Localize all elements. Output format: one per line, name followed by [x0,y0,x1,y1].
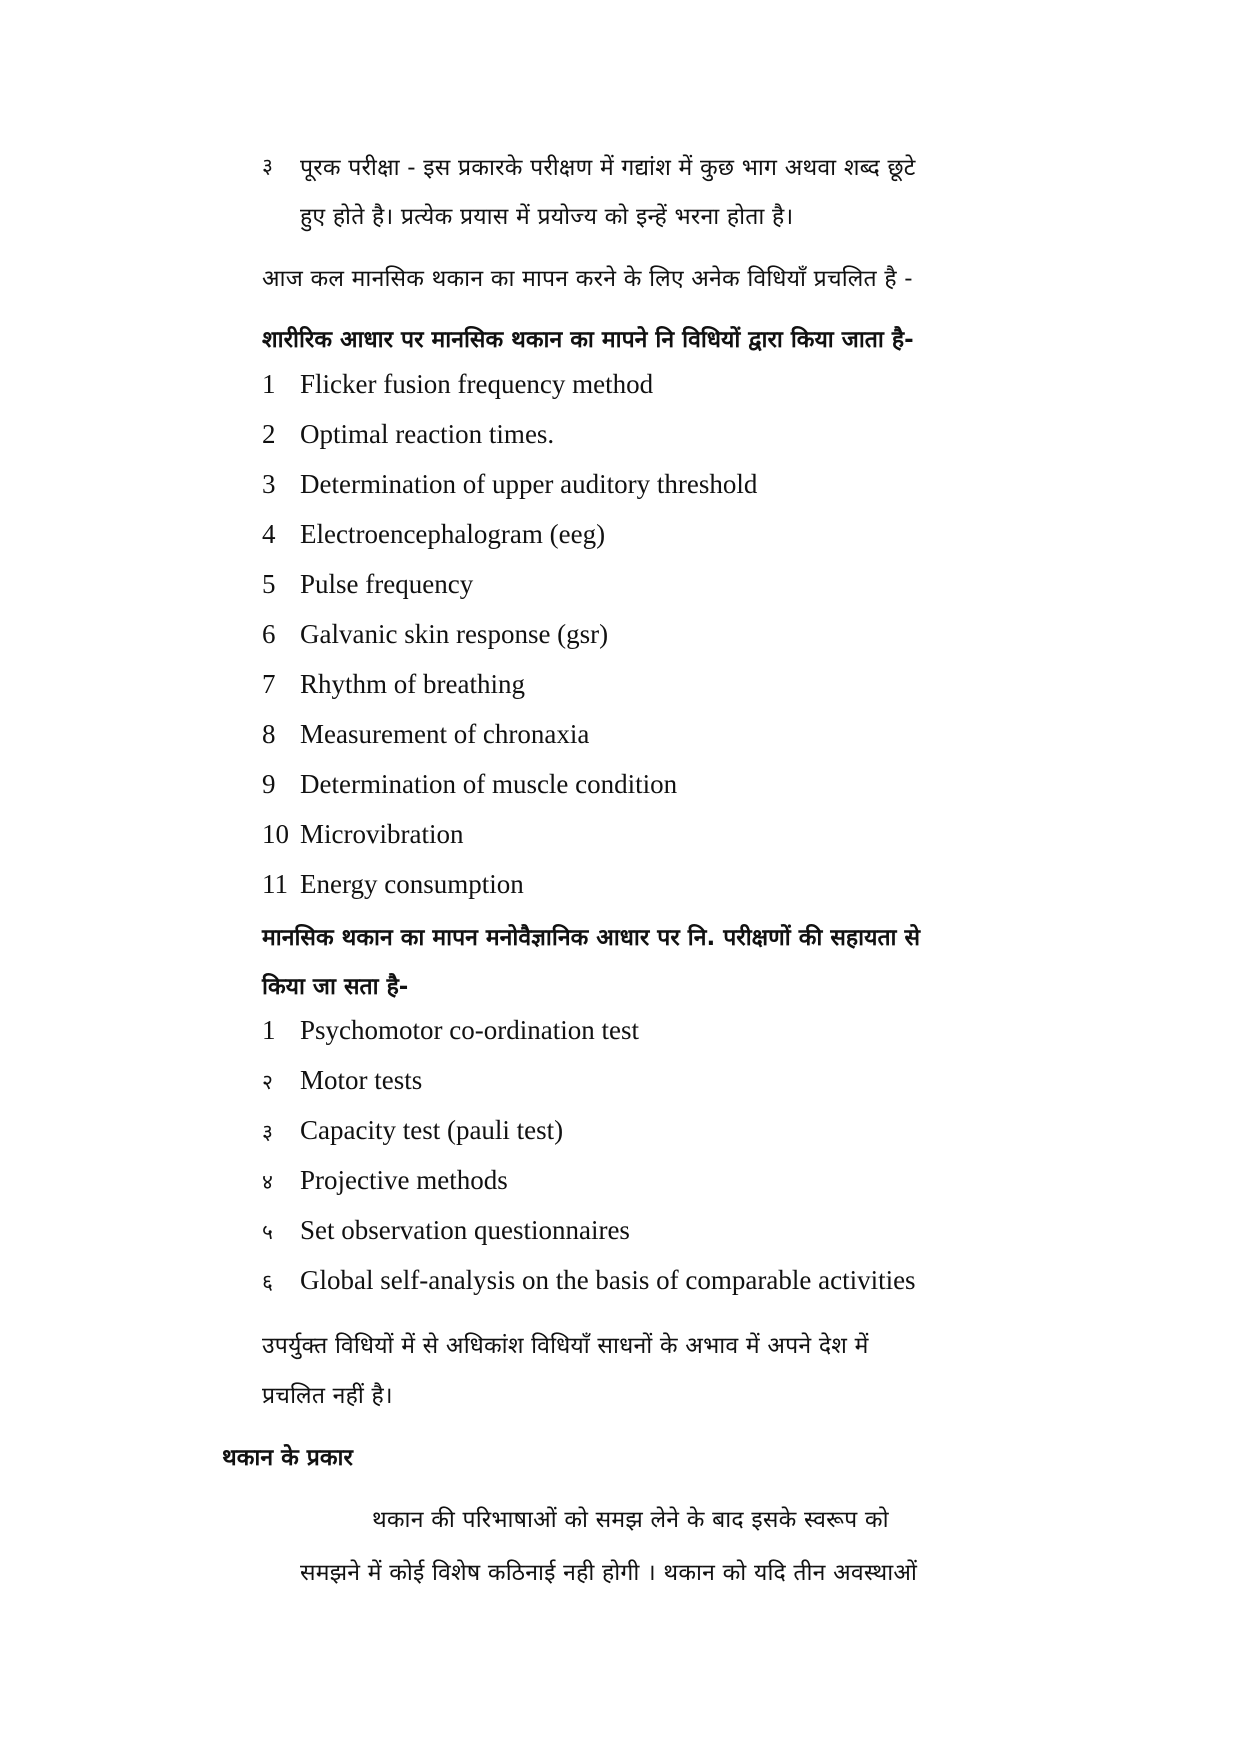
list-item-number: 11 [262,869,288,899]
list-item: Pulse frequency [300,569,474,599]
list-item: Motor tests [300,1065,423,1095]
list-item-number: 1 [262,369,276,399]
list-item: Projective methods [300,1165,508,1195]
list-item-number: 3 [262,469,276,499]
list-item: Energy consumption [300,869,524,899]
list-item: Determination of muscle condition [300,769,678,799]
summary-line2: प्रचलित नहीं है। [262,1383,393,1409]
list-item-number: ५ [262,1220,273,1244]
list-item-number: 6 [262,619,276,649]
list-item-number: 8 [262,719,276,749]
list-item: Global self-analysis on the basis of comparable activities [300,1265,916,1295]
list-item: Galvanic skin response (gsr) [300,619,609,649]
intro-line: आज कल मानसिक थकान का मापन करने के लिए अनेक विधियाँ प्रचलित है - [262,266,913,292]
list-item: Electroencephalogram (eeg) [300,519,606,549]
list-item-number: ४ [262,1170,273,1194]
psych-heading-line1: मानसिक थकान का मापन मनोवैज्ञानिक आधार पर नि. परीक्षणों की सहायता से [262,925,921,951]
list-item: Capacity test (pauli test) [300,1115,564,1145]
psych-heading-line2: किया जा सता है- [262,974,409,1000]
list-item-number: २ [262,1070,273,1094]
list-item-number: 5 [262,569,276,599]
list-item: Measurement of chronaxia [300,719,590,749]
item-number: ३ [262,154,273,178]
list-item: Optimal reaction times. [300,419,555,449]
physical-heading: शारीरिक आधार पर मानसिक थकान का मापने नि विधियों द्वारा किया जाता है- [262,327,914,353]
list-item-number: 1 [262,1015,276,1045]
closing-line1: थकान की परिभाषाओं को समझ लेने के बाद इसके स्वरूप को [372,1507,889,1533]
list-item-number: 9 [262,769,276,799]
list-item: Determination of upper auditory threshold [300,469,758,499]
list-item-number: 4 [262,519,276,549]
summary-line1: उपर्युक्त विधियों में से अधिकांश विधियाँ साधनों के अभाव में अपने देश में [262,1333,869,1359]
item3-line1: पूरक परीक्षा - इस प्रकारके परीक्षण में गद्यांश में कुछ भाग अथवा शब्द छूटे [300,155,916,181]
list-item-number: 2 [262,419,276,449]
list-item-number: ३ [262,1120,273,1144]
list-item-number: 7 [262,669,276,699]
list-item: Rhythm of breathing [300,669,525,699]
list-item: Psychomotor co-ordination test [300,1015,639,1045]
closing-line2: समझने में कोई विशेष कठिनाई नही होगी । थकान को यदि तीन अवस्थाओं [300,1560,918,1586]
item3-line2: हुए होते है। प्रत्येक प्रयास में प्रयोज्य को इन्हें भरना होता है। [300,204,794,230]
list-item-number: ६ [262,1270,273,1294]
section-heading: थकान के प्रकार [222,1445,353,1471]
list-item: Set observation questionnaires [300,1215,630,1245]
list-item: Flicker fusion frequency method [300,369,654,399]
list-item: Microvibration [300,819,464,849]
list-item-number: 10 [262,819,289,849]
